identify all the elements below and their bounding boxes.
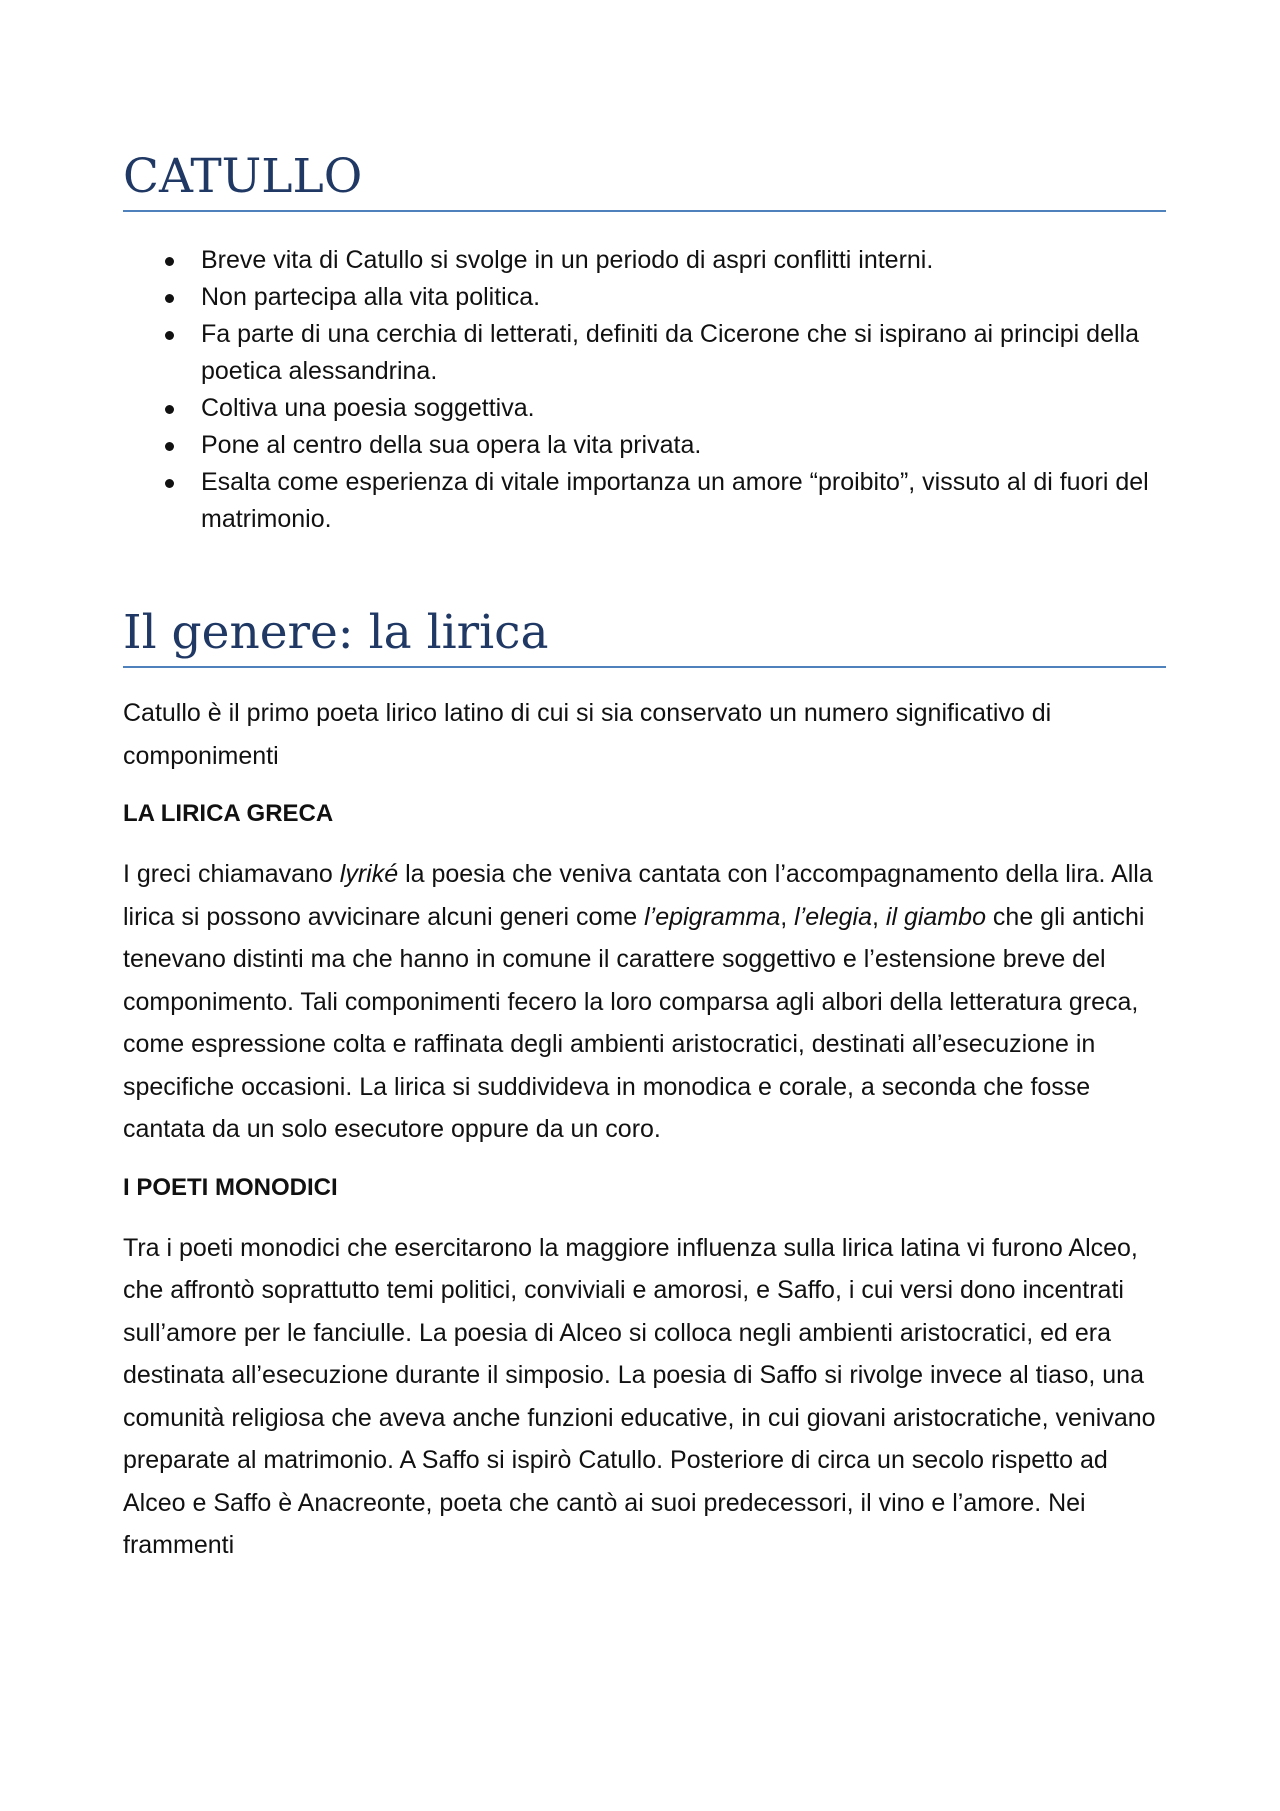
text-run: I greci chiamavano	[123, 860, 340, 889]
subheading-lirica-greca: LA LIRICA GRECA	[123, 800, 334, 828]
italic-term-elegia: l’elegia	[794, 902, 873, 931]
intro-paragraph: Catullo è il primo poeta lirico latino di cui si sia conservato un numero significativo di componimenti	[123, 699, 1052, 770]
list-item: Coltiva una poesia soggettiva.	[201, 390, 1166, 427]
italic-term-giambo: il giambo	[885, 902, 986, 931]
text-run: ,	[780, 902, 795, 931]
list-item: Breve vita di Catullo si svolge in un periodo di aspri conflitti interni.	[201, 242, 1166, 279]
section-title-genere: Il genere: la lirica	[123, 606, 1166, 668]
text-run: ,	[872, 902, 886, 931]
list-item: Pone al centro della sua opera la vita privata.	[201, 427, 1166, 464]
text-run: che gli antichi tenevano distinti ma che hanno in comune il carattere soggettivo e l’estensione breve del componimento. Tali componimenti fecero la loro comparsa agli albori della letteratura greca, come espressione colta e raffinata degli ambienti aristocratici, destinati all’esecuzione in specifiche occasioni. La lirica si suddivideva in monodica e corale, a seconda che fosse cantata da un solo esecutore oppure da un coro.	[123, 902, 1145, 1144]
list-item: Esalta come esperienza di vitale importanza un amore “proibito”, vissuto al di fuori del matrimonio.	[201, 464, 1166, 538]
subheading-poeti-monodici: I POETI MONODICI	[123, 1173, 338, 1201]
italic-term-epigramma: l’epigramma	[644, 902, 781, 931]
list-item: Non partecipa alla vita politica.	[201, 279, 1166, 316]
italic-term-lyrike: lyriké	[339, 860, 399, 889]
poeti-monodici-paragraph: Tra i poeti monodici che esercitarono la maggiore influenza sulla lirica latina vi furono Alceo, che affrontò soprattutto temi politici, conviviali e amorosi, e Saffo, i cui versi dono incentrati sull’amore per le fanciulle. La poesia di Alceo si colloca negli ambienti aristocratici, ed era destinata all’esecuzione durante il simposio. La poesia di Saffo si rivolge invece al tiaso, una comunità religiosa che aveva anche funzioni educative, in cui giovani aristocratiche, venivano preparate al matrimonio. A Saffo si ispirò Catullo. Posteriore di circa un secolo rispetto ad Alceo e Saffo è Anacreonte, poeta che cantò ai suoi predecessori, il vino e l’amore. Nei frammenti	[123, 1233, 1156, 1560]
text-run: la poesia che veniva cantata con l’accompagnamento della lira. Alla lirica si possono avvicinare alcuni generi come	[123, 860, 1153, 931]
section-title-catullo: CATULLO	[123, 150, 1166, 212]
lirica-greca-paragraph	[123, 853, 1166, 1151]
catullo-bullet-list	[123, 242, 1166, 538]
document-page	[123, 150, 1166, 1567]
list-item: Fa parte di una cerchia di letterati, definiti da Cicerone che si ispirano ai principi della poetica alessandrina.	[201, 316, 1166, 390]
